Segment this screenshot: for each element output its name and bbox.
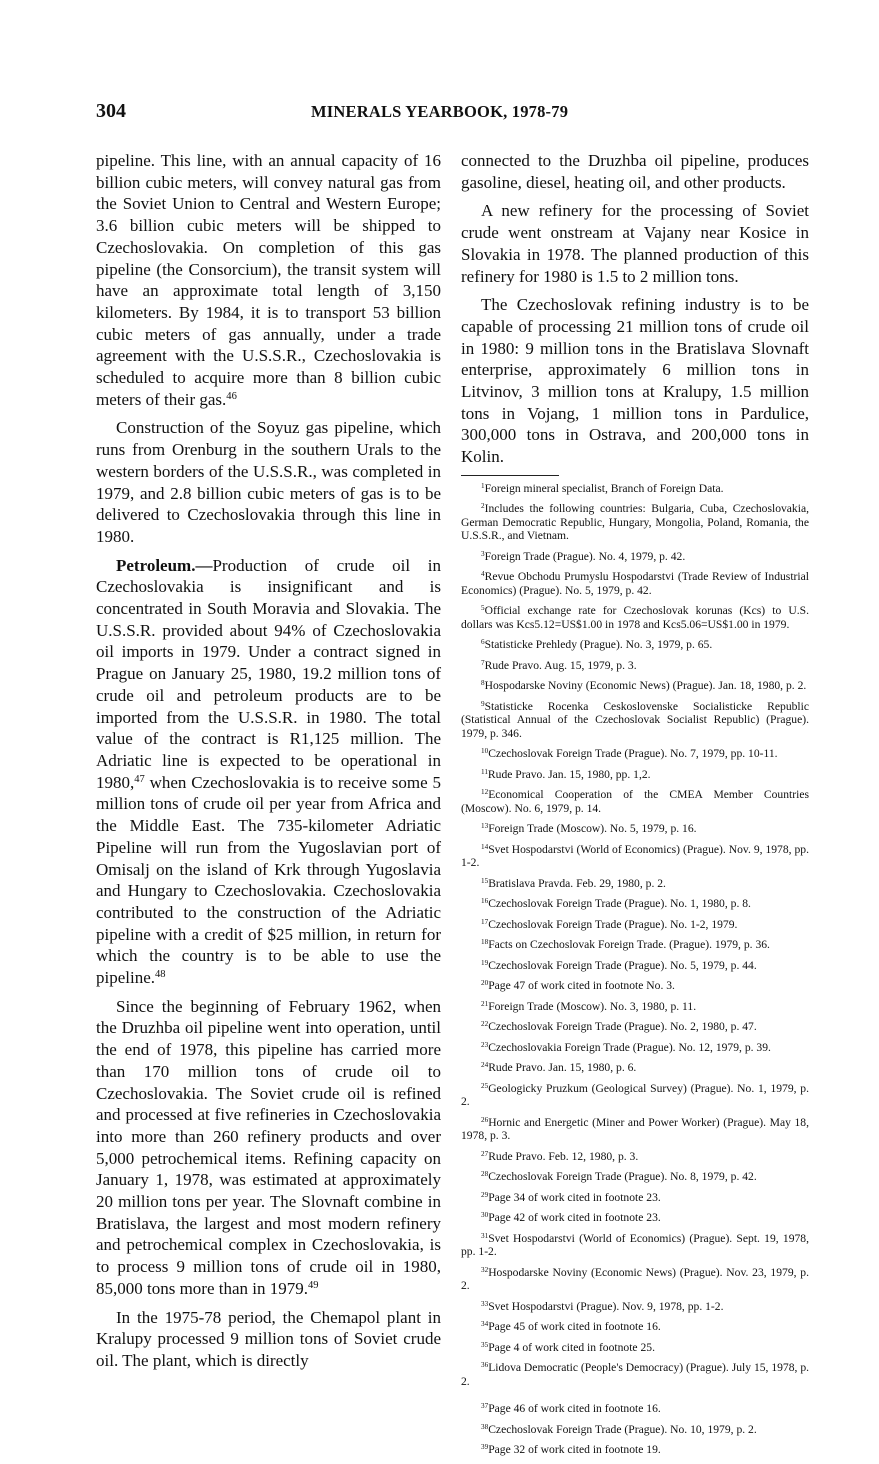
footnote-number: 20 — [481, 979, 489, 988]
footnote — [461, 1361, 809, 1388]
paragraph: The Czechoslovak refining industry is to be capable of processing 21 million tons of crude oil in 1980: 9 million tons in the Bratislava Slovnaft enterprise, approximately 6 million tons in Litvinov, 3 million tons at Kralupy, 1.5 million tons in Vojang, 1 million tons in Pardulice, 300,000 tons in Ostrava, and 200,000 tons in Kolin. — [461, 295, 809, 467]
footnote — [461, 570, 809, 597]
footnote — [461, 1266, 809, 1293]
footnote-text: Rude Pravo. Jan. 15, 1980, pp. 1,2. — [487, 767, 651, 781]
footnote-number: 36 — [481, 1361, 489, 1370]
footnote-number: 15 — [481, 876, 489, 885]
footnote — [461, 1341, 809, 1355]
footnote-text: Czechoslovak Foreign Trade (Prague). No. 1, 1980, p. 8. — [488, 897, 751, 911]
footnote-text: Rude Pravo. Aug. 15, 1979, p. 3. — [484, 658, 637, 672]
footnote-text: Czechoslovak Foreign Trade (Prague). No. 5, 1979, p. 44. — [488, 958, 757, 972]
footnote-number: 16 — [481, 897, 489, 906]
footnote — [461, 768, 809, 782]
footnote-text: Page 47 of work cited in footnote No. 3. — [488, 979, 675, 993]
footnotes-list — [461, 482, 809, 1457]
paragraph: Since the beginning of February 1962, when the Druzhba oil pipeline went into operation, until the end of 1978, this pipeline has carried more than 170 million tons of crude oil to Czechoslovakia. The Soviet crude oil is refined and processed at five refineries in Czechoslovakia into more than 260 refinery products and over 5,000 petrochemical items. Refining capacity on January 1, 1978, was estimated at approximately 20 million tons per year. The Slovnaft combine in Bratislava, the largest and most modern refinery and petrochemical complex in Czechoslovakia, is to process 9 million tons of crude oil in 1980, 85,000 tons more than in 1979.49 — [96, 996, 441, 1298]
footnote-number: 30 — [481, 1211, 489, 1220]
footnote — [461, 822, 809, 836]
footnote-text: Official exchange rate for Czechoslovak korunas (Kcs) to U.S. dollars was Kcs5.12=US$1.00 in 1978 and Kcs5.06=US$1.00 in 1979. — [461, 604, 809, 631]
footnote-text: Page 46 of work cited in footnote 16. — [488, 1402, 661, 1416]
right-column — [461, 150, 809, 1464]
footnote-text: Facts on Czechoslovak Foreign Trade. (Prague). 1979, p. 36. — [488, 938, 770, 952]
footnote — [461, 638, 809, 652]
footnote-text: Czechoslovak Foreign Trade (Prague). No. 10, 1979, p. 2. — [488, 1422, 757, 1436]
footnote-number: 4 — [481, 570, 485, 579]
footnote-number: 10 — [481, 747, 489, 756]
footnote — [461, 659, 809, 673]
page-header — [96, 100, 796, 126]
footnote-text: Hornic and Energetic (Miner and Power Worker) (Prague). May 18, 1978, p. 3. — [461, 1115, 809, 1143]
footnote-text: Svet Hospodarstvi (World of Economics) (Prague). Sept. 19, 1978, pp. 1-2. — [461, 1231, 809, 1259]
left-column — [96, 150, 441, 1379]
footnote — [461, 1020, 809, 1034]
footnote — [461, 747, 809, 761]
footnote-number: 9 — [481, 699, 485, 708]
footnote-number: 3 — [481, 549, 485, 558]
footnote-text: Page 34 of work cited in footnote 23. — [488, 1190, 661, 1204]
footnote-number: 19 — [481, 958, 489, 967]
footnote — [461, 1000, 809, 1014]
footnote — [461, 1320, 809, 1334]
footnote-number: 37 — [481, 1402, 489, 1411]
footnote-ref[interactable]: 49 — [308, 1280, 319, 1292]
footnote-ref[interactable]: 48 — [155, 969, 166, 981]
section-heading: Petroleum.— — [116, 555, 213, 575]
footnote — [461, 1443, 809, 1457]
footnote-ref[interactable]: 46 — [226, 390, 237, 402]
footnote-text: Hospodarske Noviny (Economic News) (Prague). Jan. 18, 1980, p. 2. — [484, 679, 807, 693]
footnote — [461, 1423, 809, 1437]
footnote-number: 31 — [481, 1231, 489, 1240]
footnote-number: 2 — [481, 502, 485, 511]
footnote-text: Bratislava Pravda. Feb. 29, 1980, p. 2. — [488, 876, 666, 890]
footnote-number: 21 — [481, 999, 489, 1008]
footnote — [461, 1116, 809, 1143]
footnote-number: 29 — [481, 1190, 489, 1199]
footnote — [461, 843, 809, 870]
footnote-text: Czechoslovak Foreign Trade (Prague). No. 7, 1979, pp. 10-11. — [488, 747, 778, 761]
footnote-number: 18 — [481, 938, 489, 947]
footnote-text: Includes the following countries: Bulgaria, Cuba, Czechoslovakia, German Democratic Republic, Hungary, Mongolia, Poland, Romania, the U.S.S.R., and Vietnam. — [461, 502, 809, 543]
footnote-text: Hospodarske Noviny (Economic News) (Prague). Nov. 23, 1979, p. 2. — [461, 1265, 809, 1293]
footnote — [461, 1061, 809, 1075]
footnote-number: 6 — [481, 638, 485, 647]
footnote-text: Page 32 of work cited in footnote 19. — [488, 1443, 661, 1457]
paragraph: Petroleum.—Production of crude oil in Czechoslovakia is insignificant and is concentrated in South Moravia and Slovakia. The U.S.S.R. provided about 94% of Czechoslovakia oil imports in 1979. Under a contract signed in Prague on January 25, 1980, 19.2 million tons of crude oil and petroleum products are to be imported from the U.S.S.R. in 1980. The total value of the contract is R1,125 million. The Adriatic line is expected to be operational in 1980,47 when Czechoslovakia is to receive some 5 million tons of crude oil per year from Africa and the Middle East. The 735-kilometer Adriatic Pipeline will run from the Yugoslavian port of Omisalj on the island of Krk through Yugoslavia and Hungary to Czechoslovakia. Czechoslovakia contributed to the construction of the Adriatic pipeline with a credit of $25 million, in return for which the country is to be able to use the pipeline.$^{48}$ — [96, 555, 441, 988]
footnote — [461, 1041, 809, 1055]
page-number: 304 — [96, 100, 126, 122]
footnote — [461, 918, 809, 932]
paragraph: connected to the Druzhba oil pipeline, produces gasoline, diesel, heating oil, and other products. — [461, 151, 809, 192]
footnote-text: Revue Obchodu Prumyslu Hospodarstvi (Trade Review of Industrial Economics) (Prague). No. 5, 1979, p. 42. — [461, 570, 809, 597]
footnote-number: 32 — [481, 1265, 489, 1274]
footnote-number: 11 — [481, 767, 488, 776]
footnote-number: 12 — [481, 788, 489, 797]
footnote-ref[interactable]: 47 — [134, 773, 145, 785]
paragraph: In the 1975-78 period, the Chemapol plant in Kralupy processed 9 million tons of Soviet crude oil. The plant, which is directly — [96, 1307, 441, 1370]
footnote-number: 25 — [481, 1081, 489, 1090]
footnote-divider — [461, 475, 559, 476]
paragraph: pipeline. This line, with an annual capacity of 16 billion cubic meters, will convey natural gas from the Soviet Union to Central and Western Europe; 3.6 billion cubic meters will be shipped to Czechoslovakia. On completion of this gas pipeline (the Consorcium), the transit system will have an approximate total length of 3,150 kilometers. By 1984, it is to transport 53 billion cubic meters of gas annually, under a trade agreement with the U.S.S.R., Czechoslovakia is scheduled to acquire more than 8 billion cubic meters of their gas.$^{46}$ — [96, 151, 441, 409]
footnote-text: Statisticke Rocenka Ceskoslovenske Socialisticke Republic (Statistical Annual of the Czechoslovak Socialist Republic) (Prague). 1979, p. 346. — [461, 699, 809, 740]
footnote — [461, 1300, 809, 1314]
footnote-text: Economical Cooperation of the CMEA Member Countries (Moscow). No. 6, 1979, p. 14. — [461, 788, 809, 815]
footnote-text: Foreign mineral specialist, Branch of Foreign Data. — [484, 481, 724, 495]
footnote — [461, 877, 809, 891]
paragraph: Construction of the Soyuz gas pipeline, which runs from Orenburg in the southern Urals to the western borders of the U.S.S.R., was completed in 1979, and 2.8 billion cubic meters of gas is to be delivered to Czechoslovakia through this line in 1980. — [96, 418, 441, 546]
footnote-number: 17 — [481, 917, 489, 926]
footnote — [461, 1191, 809, 1205]
footnote-number: 28 — [481, 1170, 489, 1179]
footnote-text: Czechoslovak Foreign Trade (Prague). No. 8, 1979, p. 42. — [488, 1170, 757, 1184]
footnote-text: Statisticke Prehledy (Prague). No. 3, 1979, p. 65. — [484, 638, 713, 652]
footnote-number: 5 — [481, 604, 485, 613]
footnote — [461, 1402, 809, 1416]
footnote-text: Page 45 of work cited in footnote 16. — [488, 1320, 661, 1334]
footnote-text: Svet Hospodarstvi (World of Economics) (Prague). Nov. 9, 1978, pp. 1-2. — [461, 842, 809, 870]
footnote-text: Czechoslovak Foreign Trade (Prague). No. 1-2, 1979. — [488, 917, 738, 931]
footnote — [461, 897, 809, 911]
footnote-number: 13 — [481, 822, 489, 831]
footnote-text: Foreign Trade (Moscow). No. 3, 1980, p. 11. — [488, 999, 697, 1013]
footnote — [461, 1170, 809, 1184]
footnote-number: 38 — [481, 1422, 489, 1431]
footnote — [461, 700, 809, 741]
footnote — [461, 604, 809, 631]
footnote-number: 7 — [481, 658, 485, 667]
footnote — [461, 1082, 809, 1109]
footnote-text: Foreign Trade (Moscow). No. 5, 1979, p. 16. — [488, 822, 697, 836]
footnote-number: 24 — [481, 1061, 489, 1070]
footnote — [461, 788, 809, 815]
footnote — [461, 959, 809, 973]
footnote — [461, 550, 809, 564]
footnote-text: Rude Pravo. Jan. 15, 1980, p. 6. — [488, 1061, 637, 1075]
footnote-text: Svet Hospodarstvi (Prague). Nov. 9, 1978, pp. 1-2. — [488, 1299, 724, 1313]
footnote-text: Foreign Trade (Prague). No. 4, 1979, p. 42. — [484, 549, 686, 563]
footnote — [461, 1211, 809, 1225]
footnote-text: Rude Pravo. Feb. 12, 1980, p. 3. — [488, 1149, 639, 1163]
footnote-number: 1 — [481, 481, 485, 490]
footnote-number: 34 — [481, 1320, 489, 1329]
footnote-text: Page 42 of work cited in footnote 23. — [488, 1211, 661, 1225]
footnote-number: 14 — [481, 842, 489, 851]
footnote — [461, 679, 809, 693]
footnote-text: Czechoslovakia Foreign Trade (Prague). No. 12, 1979, p. 39. — [488, 1040, 771, 1054]
footnote-number: 33 — [481, 1299, 489, 1308]
footnote-number: 23 — [481, 1040, 489, 1049]
paragraph: A new refinery for the processing of Soviet crude went onstream at Vajany near Kosice in Slovakia in 1978. The planned production of this refinery for 1980 is 1.5 to 2 million tons. — [461, 201, 809, 286]
footnote-text: Czechoslovak Foreign Trade (Prague). No. 2, 1980, p. 47. — [488, 1020, 757, 1034]
footnote-text: Lidova Democratic (People's Democracy) (Prague). July 15, 1978, p. 2. — [461, 1361, 810, 1388]
footnote — [461, 938, 809, 952]
footnote-number: 27 — [481, 1149, 489, 1158]
running-title: MINERALS YEARBOOK, 1978-79 — [311, 102, 569, 121]
footnote-number: 8 — [481, 679, 485, 688]
footnote — [461, 502, 809, 543]
footnote-text: Page 4 of work cited in footnote 25. — [488, 1340, 655, 1354]
footnote-number: 39 — [481, 1443, 489, 1452]
footnote — [461, 979, 809, 993]
footnote-number: 22 — [481, 1020, 489, 1029]
footnote — [461, 1232, 809, 1259]
footnote — [461, 482, 809, 496]
footnote-number: 35 — [481, 1340, 489, 1349]
footnote-number: 26 — [481, 1115, 489, 1124]
footnote — [461, 1150, 809, 1164]
footnote-text: Geologicky Pruzkum (Geological Survey) (Prague). No. 1, 1979, p. 2. — [461, 1081, 809, 1109]
